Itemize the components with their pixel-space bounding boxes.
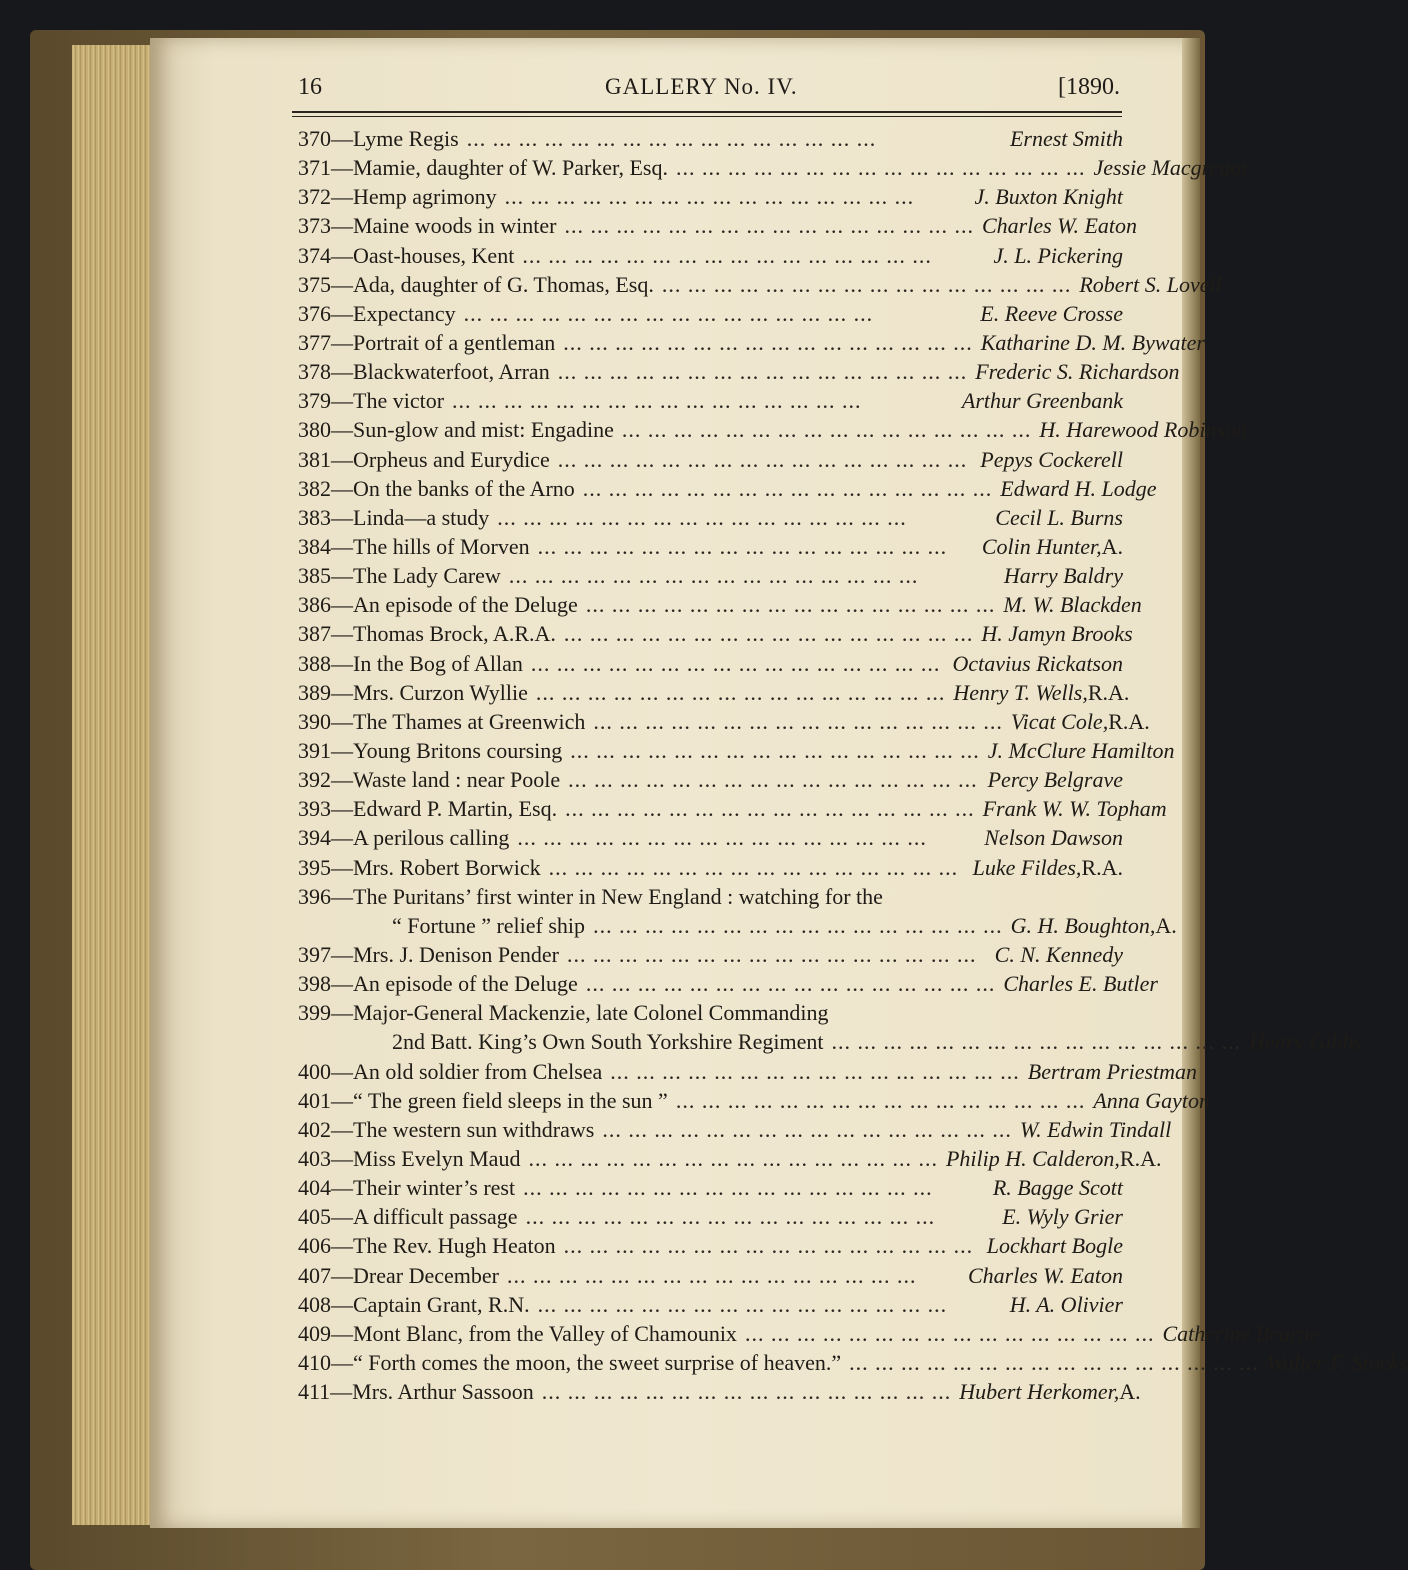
entry-line xyxy=(298,1144,1162,1173)
entry-artist-suffix: R.A. xyxy=(1119,1145,1162,1171)
catalogue-entry xyxy=(298,649,1123,678)
catalogue-entry xyxy=(298,1086,1211,1115)
catalogue-entry xyxy=(298,940,1123,969)
entry-title: 380—Sun-glow and mist: Engadine xyxy=(298,417,614,443)
entry-line xyxy=(298,1202,1123,1231)
catalogue-entry xyxy=(298,1290,1123,1319)
entry-title: 396—The Puritans’ first winter in New England : watching for the xyxy=(298,883,883,909)
leader-dots: ... ... ... ... ... ... ... ... ... ... ... ... ... ... ... ... xyxy=(566,941,977,967)
entry-artist: Catherine Bearne xyxy=(1162,1320,1320,1346)
leader-dots: ... ... ... ... ... ... ... ... ... ... ... ... ... ... ... ... xyxy=(602,1116,1012,1142)
leader-dots: ... ... ... ... ... ... ... ... ... ... ... ... ... ... ... ... xyxy=(621,417,1032,443)
leader-dots: ... ... ... ... ... ... ... ... ... ... ... ... ... ... ... ... xyxy=(593,708,1003,734)
catalogue-entry xyxy=(298,853,1123,882)
entry-line xyxy=(298,707,1150,736)
entry-title: 403—Miss Evelyn Maud xyxy=(298,1145,521,1171)
leader-dots: ... ... ... ... ... ... ... ... ... ... ... ... ... ... ... ... xyxy=(506,1262,917,1288)
entry-line xyxy=(298,1173,1123,1202)
entry-line xyxy=(298,124,1123,153)
entry-artist: Cecil L. Burns xyxy=(995,504,1123,530)
entry-line xyxy=(298,1115,1172,1144)
entry-title: 378—Blackwaterfoot, Arran xyxy=(298,359,550,385)
entry-title: 399—Major-General Mackenzie, late Colonel Commanding xyxy=(298,1000,829,1026)
leader-dots: ... ... ... ... ... ... ... ... ... ... ... ... ... ... ... ... xyxy=(585,592,996,618)
catalogue-entry xyxy=(298,619,1133,648)
entry-line-continued xyxy=(298,911,1177,940)
entry-artist: H. A. Olivier xyxy=(1009,1291,1123,1317)
catalogue-entry xyxy=(298,707,1150,736)
leader-dots: ... ... ... ... ... ... ... ... ... ... ... ... ... ... ... ... xyxy=(676,155,1086,181)
entry-line-continued xyxy=(298,1027,1363,1056)
entry-title: 406—The Rev. Hugh Heaton xyxy=(298,1233,556,1259)
entry-artist: Nelson Dawson xyxy=(984,825,1123,851)
entry-line xyxy=(298,1231,1123,1260)
entry-line xyxy=(298,357,1180,386)
leader-dots: ... ... ... ... ... ... ... ... ... ... ... ... ... ... ... ... xyxy=(563,329,973,355)
entry-artist: Charles W. Eaton xyxy=(981,213,1137,239)
entry-line xyxy=(298,445,1123,474)
leader-dots: ... ... ... ... ... ... ... ... ... ... ... ... ... ... ... ... xyxy=(570,737,980,763)
entry-line xyxy=(298,153,1250,182)
entry-title: 388—In the Bog of Allan xyxy=(298,650,523,676)
entry-artist-suffix: R.A. xyxy=(1087,679,1130,705)
leader-dots: ... ... ... ... ... ... ... ... ... ... ... ... ... ... ... ... xyxy=(537,533,948,559)
entry-title: 370—Lyme Regis xyxy=(298,126,459,151)
entry-artist: Lockhart Bogle xyxy=(986,1233,1123,1259)
catalogue-entry xyxy=(298,241,1123,270)
entry-line xyxy=(298,1261,1123,1290)
entry-title: 393—Edward P. Martin, Esq. xyxy=(298,796,558,822)
entry-title-continued: “ Fortune ” relief ship xyxy=(392,912,586,938)
entry-line xyxy=(298,561,1123,590)
entry-line xyxy=(298,1348,1408,1377)
leader-dots: ... ... ... ... ... ... ... ... ... ... ... ... ... ... ... ... xyxy=(563,621,974,647)
entry-artist: Charles E. Butler xyxy=(1003,971,1158,997)
page-number: 16 xyxy=(298,74,322,100)
catalogue-entry xyxy=(298,1202,1123,1231)
entry-artist: Octavius Rickatson xyxy=(952,650,1123,676)
entry-title: 404—Their winter’s rest xyxy=(298,1175,516,1201)
entry-title: 371—Mamie, daughter of W. Parker, Esq. xyxy=(298,155,668,181)
entry-line xyxy=(298,998,1123,1027)
entry-artist: H. Harewood Robinson xyxy=(1039,417,1247,443)
entry-artist: Frederic S. Richardson xyxy=(975,359,1180,385)
entry-title: 372—Hemp agrimony xyxy=(298,184,497,210)
entry-artist-suffix: R.A. xyxy=(1108,708,1150,734)
entry-artist: Walter F. Stocks xyxy=(1266,1349,1408,1375)
leader-dots: ... ... ... ... ... ... ... ... ... ... ... ... ... ... ... ... xyxy=(530,650,941,676)
catalogue-entry xyxy=(298,823,1123,852)
entry-artist: Jessie Macgregor xyxy=(1093,155,1250,181)
catalogue-entry xyxy=(298,386,1123,415)
leader-dots: ... ... ... ... ... ... ... ... ... ... ... ... ... ... ... ... xyxy=(610,1058,1020,1084)
entry-title: 381—Orpheus and Eurydice xyxy=(298,446,550,472)
entry-artist: Henry Gibbs xyxy=(1248,1029,1363,1055)
entry-artist-suffix: R.A. xyxy=(1081,854,1123,880)
entry-line xyxy=(298,794,1167,823)
entry-artist: Charles W. Eaton xyxy=(967,1262,1123,1288)
entry-line xyxy=(298,765,1123,794)
entry-artist: Katharine D. M. Bywater xyxy=(980,329,1205,355)
catalogue-entry xyxy=(298,678,1130,707)
entry-line xyxy=(298,386,1123,415)
entry-line xyxy=(298,940,1123,969)
catalogue-entry xyxy=(298,1115,1172,1144)
leader-dots: ... ... ... ... ... ... ... ... ... ... ... ... ... ... ... ... xyxy=(525,1204,936,1230)
leader-dots: ... ... ... ... ... ... ... ... ... ... ... ... ... ... ... ... xyxy=(563,1233,974,1259)
leader-dots: ... ... ... ... ... ... ... ... ... ... ... ... ... ... ... ... xyxy=(537,1291,948,1317)
entry-line xyxy=(298,1377,1141,1406)
catalogue-entry xyxy=(298,1377,1141,1406)
header-rule xyxy=(292,111,1122,113)
entry-artist: Vicat Cole, xyxy=(1010,708,1109,734)
entry-artist: Bertram Priestman xyxy=(1027,1058,1198,1084)
catalogue-entry xyxy=(298,590,1142,619)
entry-line xyxy=(298,969,1158,998)
leader-dots: ... ... ... ... ... ... ... ... ... ... ... ... ... ... ... ... xyxy=(831,1029,1241,1055)
leader-dots: ... ... ... ... ... ... ... ... ... ... ... ... ... ... ... ... xyxy=(744,1320,1155,1346)
entry-title: 407—Drear December xyxy=(298,1262,499,1288)
entry-line xyxy=(298,270,1222,299)
catalogue-entry xyxy=(298,124,1123,153)
entry-title: 377—Portrait of a gentleman xyxy=(298,329,556,355)
entry-line xyxy=(298,328,1205,357)
entry-artist: H. Jamyn Brooks xyxy=(981,621,1133,647)
entry-line xyxy=(298,736,1175,765)
entry-artist: J. L. Pickering xyxy=(993,242,1123,268)
entry-line xyxy=(298,649,1123,678)
catalogue-entry xyxy=(298,998,1363,1056)
leader-dots: ... ... ... ... ... ... ... ... ... ... ... ... ... ... ... ... xyxy=(497,504,907,530)
catalogue-entry xyxy=(298,1144,1162,1173)
entry-title: 389—Mrs. Curzon Wyllie xyxy=(298,679,528,705)
running-title: GALLERY No. IV. xyxy=(605,74,798,99)
entry-artist: J. Buxton Knight xyxy=(974,184,1123,210)
entry-artist: J. McClure Hamilton xyxy=(987,737,1175,763)
entry-line xyxy=(298,823,1123,852)
leader-dots: ... ... ... ... ... ... ... ... ... ... ... ... ... ... ... ... xyxy=(522,242,932,268)
leader-dots: ... ... ... ... ... ... ... ... ... ... ... ... ... ... ... ... xyxy=(568,767,978,793)
leader-dots: ... ... ... ... ... ... ... ... ... ... ... ... ... ... ... ... xyxy=(849,1349,1259,1375)
catalogue-entry xyxy=(298,182,1123,211)
catalogue-entry xyxy=(298,765,1123,794)
leader-dots: ... ... ... ... ... ... ... ... ... ... ... ... ... ... ... ... xyxy=(466,126,877,151)
entry-title: 382—On the banks of the Arno xyxy=(298,475,575,501)
entry-title: 385—The Lady Carew xyxy=(298,563,501,589)
entry-artist-suffix: A. xyxy=(1155,912,1177,938)
leader-dots: ... ... ... ... ... ... ... ... ... ... ... ... ... ... ... ... xyxy=(557,446,968,472)
leader-dots: ... ... ... ... ... ... ... ... ... ... ... ... ... ... ... ... xyxy=(463,300,874,326)
catalogue-entry xyxy=(298,1231,1123,1260)
leader-dots: ... ... ... ... ... ... ... ... ... ... ... ... ... ... ... ... xyxy=(585,971,996,997)
entry-artist: Henry T. Wells, xyxy=(953,679,1088,705)
running-year: [1890. xyxy=(1058,74,1120,100)
entry-artist: Percy Belgrave xyxy=(987,767,1123,793)
entry-line xyxy=(298,882,1123,911)
entry-line xyxy=(298,619,1133,648)
entry-artist: C. N. Kennedy xyxy=(994,941,1123,967)
entry-title: 401—“ The green field sleeps in the sun ” xyxy=(298,1087,668,1113)
entry-title: 400—An old soldier from Chelsea xyxy=(298,1058,603,1084)
leader-dots: ... ... ... ... ... ... ... ... ... ... ... ... ... ... ... ... xyxy=(557,359,968,385)
entry-title: 410—“ Forth comes the moon, the sweet surprise of heaven.” xyxy=(298,1349,842,1375)
entry-artist: E. Wyly Grier xyxy=(1002,1204,1123,1230)
leader-dots: ... ... ... ... ... ... ... ... ... ... ... ... ... ... ... ... xyxy=(548,854,959,880)
catalogue-entry xyxy=(298,445,1123,474)
entry-artist: W. Edwin Tindall xyxy=(1019,1116,1172,1142)
catalogue-entry xyxy=(298,503,1123,532)
entry-artist: E. Reeve Crosse xyxy=(980,300,1123,326)
entry-line xyxy=(298,678,1130,707)
entry-line xyxy=(298,182,1123,211)
catalogue-entry xyxy=(298,794,1167,823)
entry-artist: Ernest Smith xyxy=(1009,126,1123,151)
catalogue-entry xyxy=(298,299,1123,328)
entry-title-continued: 2nd Batt. King’s Own South Yorkshire Regiment xyxy=(392,1029,824,1055)
catalogue-entry xyxy=(298,270,1222,299)
catalogue-entry xyxy=(298,474,1157,503)
leader-dots: ... ... ... ... ... ... ... ... ... ... ... ... ... ... ... ... xyxy=(565,796,975,822)
entry-title: 392—Waste land : near Poole xyxy=(298,767,561,793)
catalogue-list xyxy=(298,124,1408,1406)
catalogue-entry xyxy=(298,153,1250,182)
entry-artist: Luke Fildes, xyxy=(972,854,1082,880)
entry-title: 398—An episode of the Deluge xyxy=(298,971,578,997)
entry-title: 405—A difficult passage xyxy=(298,1204,518,1230)
entry-line xyxy=(298,299,1123,328)
leader-dots: ... ... ... ... ... ... ... ... ... ... ... ... ... ... ... ... xyxy=(528,1145,938,1171)
catalogue-entry xyxy=(298,1173,1123,1202)
leader-dots: ... ... ... ... ... ... ... ... ... ... ... ... ... ... ... ... xyxy=(517,825,927,851)
entry-title: 411—Mrs. Arthur Sassoon xyxy=(298,1379,534,1405)
catalogue-entry xyxy=(298,1319,1320,1348)
entry-artist: Frank W. W. Topham xyxy=(982,796,1167,822)
leader-dots: ... ... ... ... ... ... ... ... ... ... ... ... ... ... ... ... xyxy=(523,1175,933,1201)
entry-artist: Hubert Herkomer, xyxy=(959,1379,1120,1405)
entry-line xyxy=(298,590,1142,619)
entry-artist: Harry Baldry xyxy=(1003,563,1123,589)
catalogue-entry xyxy=(298,211,1137,240)
entry-line xyxy=(298,1319,1320,1348)
entry-title: 379—The victor xyxy=(298,388,445,414)
entry-title: 383—Linda—a study xyxy=(298,504,490,530)
leader-dots: ... ... ... ... ... ... ... ... ... ... ... ... ... ... ... ... xyxy=(675,1087,1086,1113)
entry-line xyxy=(298,241,1123,270)
entry-line xyxy=(298,1057,1198,1086)
entry-line xyxy=(298,474,1157,503)
entry-title: 391—Young Britons coursing xyxy=(298,737,563,763)
catalogue-entry xyxy=(298,415,1247,444)
entry-title: 384—The hills of Morven xyxy=(298,533,530,559)
entry-artist: Robert S. Lovell xyxy=(1079,271,1222,297)
leader-dots: ... ... ... ... ... ... ... ... ... ... ... ... ... ... ... ... xyxy=(593,912,1003,938)
leader-dots: ... ... ... ... ... ... ... ... ... ... ... ... ... ... ... ... xyxy=(661,271,1072,297)
entry-artist: G. H. Boughton, xyxy=(1010,912,1156,938)
entry-artist: M. W. Blackden xyxy=(1003,592,1142,618)
entry-title: 390—The Thames at Greenwich xyxy=(298,708,586,734)
catalogue-entry xyxy=(298,1261,1123,1290)
entry-title: 397—Mrs. J. Denison Pender xyxy=(298,941,559,967)
entry-title: 386—An episode of the Deluge xyxy=(298,592,578,618)
leader-dots: ... ... ... ... ... ... ... ... ... ... ... ... ... ... ... ... xyxy=(582,475,993,501)
entry-line xyxy=(298,1290,1123,1319)
entry-artist: Edward H. Lodge xyxy=(1000,475,1157,501)
entry-artist: Anna Gayton xyxy=(1093,1087,1211,1113)
catalogue-entry xyxy=(298,1057,1198,1086)
catalogue-entry xyxy=(298,736,1175,765)
entry-title: 373—Maine woods in winter xyxy=(298,213,557,239)
entry-line xyxy=(298,853,1123,882)
entry-title: 409—Mont Blanc, from the Valley of Chamounix xyxy=(298,1320,737,1346)
catalogue-entry xyxy=(298,969,1158,998)
entry-title: 387—Thomas Brock, A.R.A. xyxy=(298,621,556,647)
entry-artist: Philip H. Calderon, xyxy=(945,1145,1120,1171)
leader-dots: ... ... ... ... ... ... ... ... ... ... ... ... ... ... ... ... xyxy=(535,679,946,705)
leader-dots: ... ... ... ... ... ... ... ... ... ... ... ... ... ... ... ... xyxy=(564,213,974,239)
entry-artist: Arthur Greenbank xyxy=(961,388,1123,414)
catalogue-entry xyxy=(298,532,1123,561)
catalogue-entry xyxy=(298,357,1180,386)
leader-dots: ... ... ... ... ... ... ... ... ... ... ... ... ... ... ... ... xyxy=(452,388,862,414)
catalogue-entry xyxy=(298,561,1123,590)
entry-artist: Colin Hunter, xyxy=(981,533,1102,559)
catalogue-entry xyxy=(298,882,1177,940)
catalogue-entry xyxy=(298,328,1205,357)
entry-artist: Pepys Cockerell xyxy=(980,446,1123,472)
entry-line xyxy=(298,415,1247,444)
entry-title: 375—Ada, daughter of G. Thomas, Esq. xyxy=(298,271,654,297)
entry-artist-suffix: A. xyxy=(1101,533,1123,559)
entry-line xyxy=(298,503,1123,532)
entry-line xyxy=(298,532,1123,561)
entry-title: 374—Oast-houses, Kent xyxy=(298,242,515,268)
entry-artist: R. Bagge Scott xyxy=(992,1175,1123,1201)
leader-dots: ... ... ... ... ... ... ... ... ... ... ... ... ... ... ... ... xyxy=(541,1379,952,1405)
entry-artist-suffix: A. xyxy=(1119,1379,1141,1405)
catalogue-entry xyxy=(298,1348,1408,1377)
entry-title: 376—Expectancy xyxy=(298,300,456,326)
leader-dots: ... ... ... ... ... ... ... ... ... ... ... ... ... ... ... ... xyxy=(508,563,919,589)
entry-title: 402—The western sun withdraws xyxy=(298,1116,595,1142)
entry-title: 394—A perilous calling xyxy=(298,825,510,851)
entry-title: 395—Mrs. Robert Borwick xyxy=(298,854,541,880)
entry-line xyxy=(298,211,1137,240)
header-rule-thin xyxy=(292,116,1122,117)
entry-line xyxy=(298,1086,1211,1115)
entry-title: 408—Captain Grant, R.N. xyxy=(298,1291,530,1317)
leader-dots: ... ... ... ... ... ... ... ... ... ... ... ... ... ... ... ... xyxy=(504,184,915,210)
